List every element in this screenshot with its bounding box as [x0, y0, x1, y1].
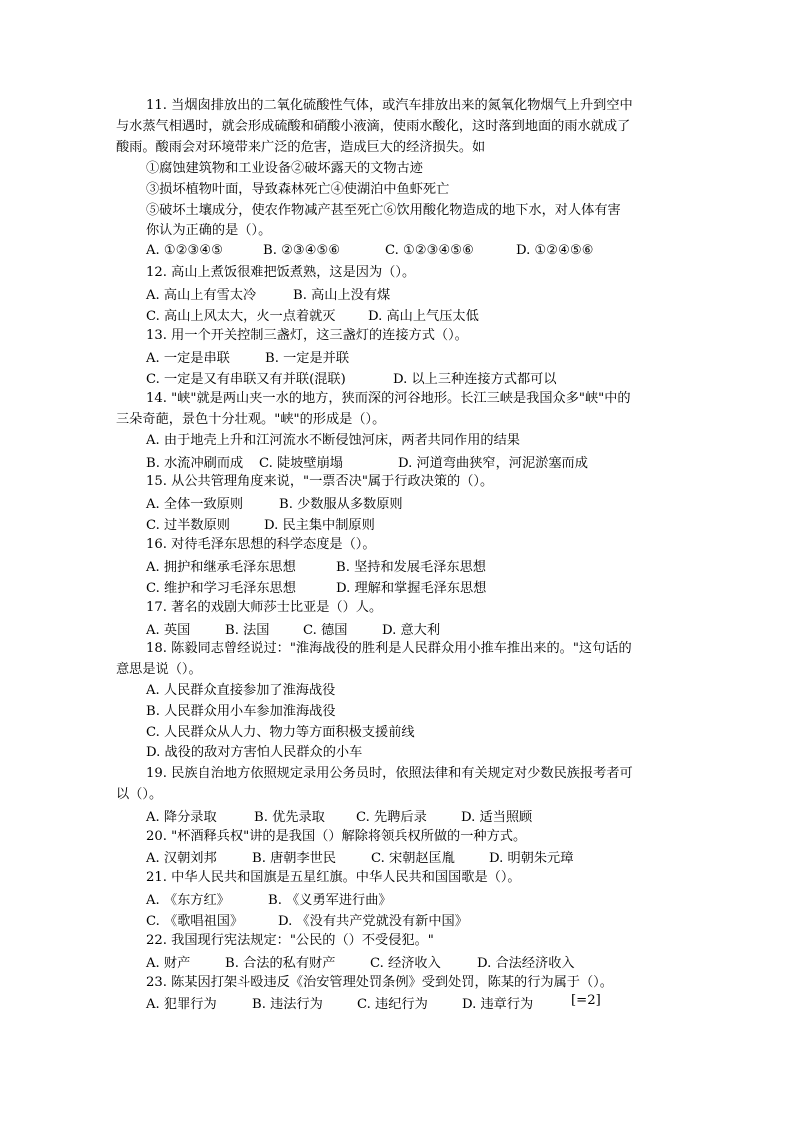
q11-line-6: ⑤破坏土壤成分，使农作物减产甚至死亡⑥饮用酸化物造成的地下水，对人体有害 [146, 203, 621, 218]
q15-option-a: A. 全体一致原则 [146, 497, 244, 512]
q23-option-a: A. 犯罪行为 [146, 997, 217, 1012]
q18-line-2: 意思是说（）。 [116, 662, 202, 677]
q17-stem: 17. 著名的戏剧大师莎士比亚是（）人。 [146, 600, 383, 615]
q11-line-4: ①腐蚀建筑物和工业设备②破坏露天的文物古迹 [146, 161, 423, 176]
q16-option-c: C. 维护和学习毛泽东思想 [146, 581, 296, 596]
q11-line-5: ③损坏植物叶面，导致森林死亡④使湖泊中鱼虾死亡 [146, 182, 450, 197]
q23-option-b: B. 违法行为 [252, 997, 323, 1012]
q22-option-a: A. 财产 [146, 956, 191, 971]
q14-option-c: C. 陡坡壁崩塌 [259, 456, 343, 471]
q12-options-row-1 [0, 284, 794, 304]
q22-stem: 22. 我国现行宪法规定："公民的（）不受侵犯。" [146, 933, 434, 948]
q23-stem: 23. 陈某因打架斗殴违反《治安管理处罚条例》受到处罚，陈某的行为属于（）。 [146, 975, 613, 990]
q15-options-row-1 [0, 493, 794, 513]
q18-option-b: B. 人民群众用小车参加淮海战役 [146, 704, 336, 719]
q21-stem: 21. 中华人民共和国旗是五星红旗。中华人民共和国国歌是（）。 [146, 870, 521, 885]
q19-option-d: D. 适当照顾 [461, 810, 533, 825]
q13-option-d: D. 以上三种连接方式都可以 [393, 372, 557, 387]
q11-option-a: A. ①②③④⑤ [146, 243, 224, 258]
q22-option-b: B. 合法的私有财产 [225, 956, 336, 971]
q20-option-c: C. 宋朝赵匡胤 [371, 851, 455, 866]
q20-option-a: A. 汉朝刘邦 [146, 851, 217, 866]
q19-options-row [0, 806, 794, 826]
q19-line-1: 19. 民族自治地方依照规定录用公务员时，依照法律和有关规定对少数民族报考者可 [146, 766, 633, 781]
q21-option-c: C. 《歌唱祖国》 [146, 914, 244, 929]
q15-option-d: D. 民主集中制原则 [264, 518, 375, 533]
q18-option-a: A. 人民群众直接参加了淮海战役 [146, 683, 336, 698]
q16-option-b: B. 坚持和发展毛泽东思想 [336, 560, 486, 575]
q21-option-a: A. 《东方红》 [146, 893, 230, 908]
q21-options-row-1 [0, 889, 794, 909]
q14-option-d: D. 河道弯曲狭窄，河泥淤塞而成 [398, 456, 588, 471]
q18-option-d: D. 战役的敌对方害怕人民群众的小车 [146, 745, 363, 760]
q11-option-b: B. ②③④⑤⑥ [263, 243, 341, 258]
q20-options-row [0, 847, 794, 867]
q11-options [0, 243, 794, 263]
q14-option-b: B. 水流冲刷而成 [146, 456, 244, 471]
q17-options-row [0, 619, 794, 639]
q13-option-b: B. 一定是并联 [265, 351, 350, 366]
q15-stem: 15. 从公共管理角度来说，"一票否决"属于行政决策的（）。 [146, 474, 494, 489]
q16-stem: 16. 对待毛泽东思想的科学态度是（）。 [146, 537, 376, 552]
q15-option-c: C. 过半数原则 [146, 518, 230, 533]
q13-stem: 13. 用一个开关控制三盏灯，这三盏灯的连接方式（）。 [146, 328, 468, 343]
q16-option-a: A. 拥护和继承毛泽东思想 [146, 560, 296, 575]
q12-option-c: C. 高山上风太大，火一点着就灭 [146, 309, 336, 324]
q20-option-d: D. 明朝朱元璋 [489, 851, 574, 866]
q23-tail-mark: [=2] [571, 993, 601, 1008]
q19-option-a: A. 降分录取 [146, 810, 217, 825]
q17-option-d: D. 意大利 [382, 623, 441, 638]
q13-options-row-1 [0, 347, 794, 367]
q22-options-row [0, 952, 794, 972]
q15-option-b: B. 少数服从多数原则 [279, 497, 403, 512]
q14-options-row [0, 452, 794, 472]
q19-option-b: B. 优先录取 [254, 810, 325, 825]
q13-options-row-2 [0, 368, 794, 388]
q12-option-b: B. 高山上没有煤 [293, 288, 391, 303]
q22-option-c: C. 经济收入 [370, 956, 441, 971]
q20-stem: 20. "杯酒释兵权"讲的是我国（）解除将领兵权所做的一种方式。 [146, 829, 527, 844]
q11-option-d: D. ①②④⑤⑥ [516, 243, 594, 258]
q21-option-d: D. 《没有共产党就没有新中国》 [278, 914, 468, 929]
q11-line-2: 与水蒸气相遇时，就会形成硫酸和硝酸小液滴，使雨水酸化，这时落到地面的雨水就成了 [116, 119, 631, 134]
q13-option-c: C. 一定是又有串联又有并联(混联) [146, 372, 346, 387]
q11-option-c: C. ①②③④⑤⑥ [385, 243, 474, 258]
q16-options-row-2 [0, 577, 794, 597]
q21-option-b: B. 《义勇军进行曲》 [268, 893, 392, 908]
q22-option-d: D. 合法经济收入 [477, 956, 575, 971]
q13-option-a: A. 一定是串联 [146, 351, 230, 366]
q23-option-c: C. 违纪行为 [357, 997, 428, 1012]
q12-option-d: D. 高山上气压太低 [368, 309, 479, 324]
q16-options-row-1 [0, 556, 794, 576]
q11-line-7: 你认为正确的是（）。 [146, 223, 272, 238]
q11-line-3: 酸雨。酸雨会对环境带来广泛的危害，造成巨大的经济损失。如 [116, 140, 486, 155]
q17-option-a: A. 英国 [146, 623, 191, 638]
q15-options-row-2 [0, 514, 794, 534]
q14-line-2: 三朵奇葩，景色十分壮观。"峡"的形成是（）。 [116, 412, 386, 427]
q18-option-c: C. 人民群众从人力、物力等方面积极支援前线 [146, 725, 415, 740]
q23-option-d: D. 违章行为 [462, 997, 534, 1012]
q20-option-b: B. 唐朝李世民 [252, 851, 337, 866]
q23-options-row [0, 993, 794, 1013]
q19-option-c: C. 先聘后录 [356, 810, 427, 825]
q12-stem: 12. 高山上煮饭很难把饭煮熟，这是因为（）。 [146, 265, 416, 280]
q19-line-2: 以（）。 [116, 787, 163, 802]
q21-options-row-2 [0, 910, 794, 930]
q17-option-c: C. 德国 [303, 623, 348, 638]
q16-option-d: D. 理解和掌握毛泽东思想 [336, 581, 487, 596]
q14-option-a: A. 由于地壳上升和江河流水不断侵蚀河床，两者共同作用的结果 [146, 433, 520, 448]
q14-line-1: 14. "峡"就是两山夹一水的地方，狭而深的河谷地形。长江三峡是我国众多"峡"中的 [146, 391, 631, 406]
q12-option-a: A. 高山上有雪太冷 [146, 288, 257, 303]
q11-line-1: 11. 当烟囱排放出的二氧化硫酸性气体，或汽车排放出来的氮氧化物烟气上升到空中 [146, 98, 633, 113]
q17-option-b: B. 法国 [225, 623, 270, 638]
q18-line-1: 18. 陈毅同志曾经说过："淮海战役的胜利是人民群众用小推车推出来的。"这句话的 [146, 641, 632, 656]
q12-options-row-2 [0, 305, 794, 325]
